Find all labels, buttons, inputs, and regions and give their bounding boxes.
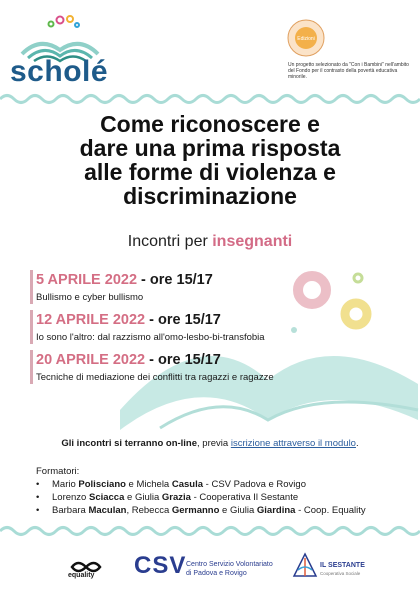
trainer-org: - Coop. Equality [295, 505, 366, 516]
online-notice-end: . [355, 438, 359, 449]
online-notice-mid: , previa [197, 438, 231, 449]
bullet: • [36, 492, 40, 503]
title-line: alle forme di violenza e [84, 159, 336, 185]
event-accent-bar [30, 350, 33, 384]
partner-badge-icon [286, 18, 326, 58]
trainer-item [36, 492, 298, 503]
event-desc-2: Io sono l'altro: dal razzismo all'omo-lesbo-bi-transfobia [36, 332, 265, 343]
equality-logo-text: equality [68, 572, 95, 579]
trainer-text: , Rebecca [126, 505, 172, 516]
event-desc-3: Tecniche di mediazione dei conflitti tra ragazzi e ragazze [36, 372, 274, 383]
event-date-text: 12 APRILE 2022 [36, 312, 146, 328]
trainer-surname: Maculan [88, 505, 127, 516]
title-line: Come riconoscere e [100, 111, 320, 137]
event-date-3 [36, 352, 221, 368]
trainers-label: Formatori: [36, 466, 80, 477]
schole-logo-text: scholé [10, 55, 109, 88]
trainer-text: e Giulia [219, 505, 257, 516]
event-date-2 [36, 312, 221, 328]
sestante-subtitle: Cooperativa Sociale [320, 571, 361, 576]
csv-logo-text: CSV [134, 552, 187, 579]
bottom-wave-divider [0, 522, 420, 540]
event-sep: - ore [145, 352, 185, 368]
partner-badge-text: Edizioni [297, 36, 315, 42]
event-time: 15/17 [176, 272, 213, 288]
top-wave-divider [0, 90, 420, 108]
subtitle-highlight: insegnanti [212, 233, 293, 250]
bullet: • [36, 479, 40, 490]
registration-link[interactable]: iscrizione attraverso il modulo [230, 438, 356, 449]
event-sep: - ore [137, 272, 177, 288]
event-date-text: 20 APRILE 2022 [36, 352, 146, 368]
trainer-surname: Polisciano [78, 479, 126, 490]
trainer-text: e Giulia [124, 492, 162, 503]
page-title [20, 112, 400, 208]
trainer-text: Barbara [52, 505, 89, 516]
csv-caption-line: Centro Servizio Volontariato [186, 561, 273, 568]
sestante-logo-text: IL SESTANTE [320, 562, 365, 569]
online-notice-bold: Gli incontri si terranno on-line [61, 438, 198, 449]
csv-caption [186, 560, 286, 578]
bullet: • [36, 505, 40, 516]
trainer-item [36, 479, 306, 490]
title-line: discriminazione [123, 183, 297, 209]
trainer-text: Mario [52, 479, 79, 490]
trainer-org: - CSV Padova e Rovigo [203, 479, 306, 490]
subtitle [0, 233, 420, 251]
csv-caption-line: di Padova e Rovigo [186, 570, 247, 577]
trainer-surname: Sciacca [88, 492, 125, 503]
online-notice [26, 438, 394, 449]
trainer-surname: Giardina [256, 505, 296, 516]
event-date-1 [36, 272, 213, 288]
event-accent-bar [30, 310, 33, 344]
event-sep: - ore [145, 312, 185, 328]
event-desc-1: Bullismo e cyber bullismo [36, 292, 144, 303]
trainer-surname: Casula [171, 479, 204, 490]
partner-caption: Un progetto selezionato da "Con i Bambini" nell'ambito del Fondo per il contrasto della povertà educativa minorile. [288, 62, 409, 80]
event-accent-bar [30, 270, 33, 304]
trainer-text: Lorenzo [52, 492, 89, 503]
event-time: 15/17 [184, 352, 221, 368]
title-line: dare una prima risposta [79, 135, 341, 161]
sestante-logo-icon [292, 552, 318, 578]
trainer-surname: Germanno [171, 505, 220, 516]
event-date-text: 5 APRILE 2022 [36, 272, 138, 288]
trainer-surname: Grazia [161, 492, 191, 503]
trainer-item [36, 505, 366, 516]
trainer-org: - Cooperativa Il Sestante [190, 492, 299, 503]
event-time: 15/17 [184, 312, 221, 328]
trainer-text: e Michela [125, 479, 172, 490]
subtitle-prefix: Incontri per [127, 233, 213, 250]
